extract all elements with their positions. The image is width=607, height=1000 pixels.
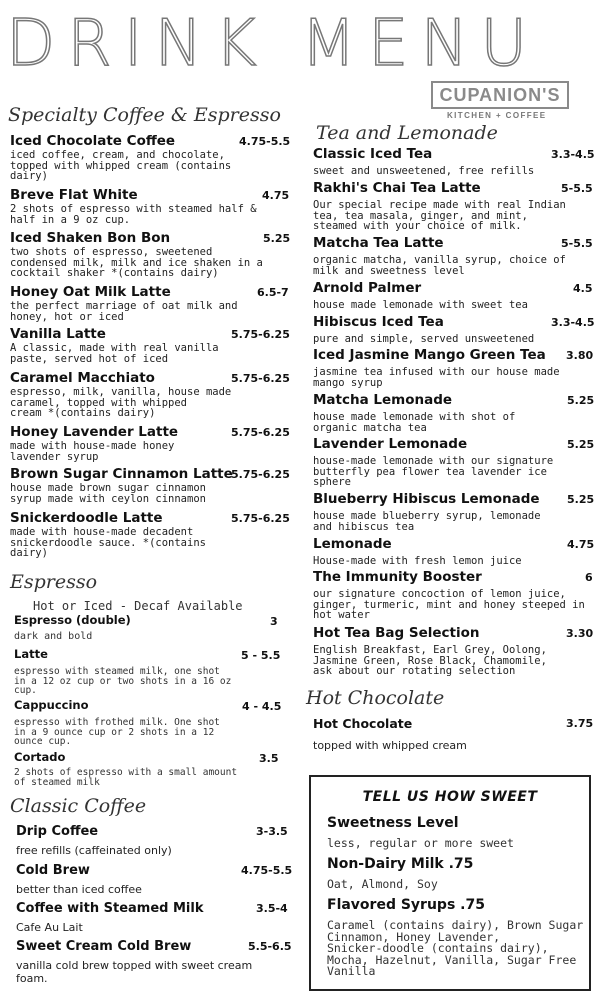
- item-name: Classic Iced Tea: [313, 146, 433, 162]
- item-description: jasmine tea infused with our house made mango syrup: [313, 366, 560, 389]
- item-name: Iced Chocolate Coffee: [10, 133, 176, 149]
- item-name: Arnold Palmer: [313, 280, 422, 296]
- item-name: Caramel Macchiato: [10, 370, 155, 386]
- menu-item: [16, 900, 296, 934]
- item-price: 6.5-7: [257, 286, 289, 299]
- item-description: English Breakfast, Earl Grey, Oolong, Jasmine Green, Rose Black, Chamomile, ask about our rotating selection: [313, 644, 547, 677]
- option-group-name: Non-Dairy Milk .75: [327, 856, 474, 872]
- item-description: espresso with steamed milk, one shot in a 12 oz cup or two shots in a 16 oz cup.: [14, 666, 232, 696]
- section-heading-tea: Tea and Lemonade: [316, 122, 498, 144]
- menu-item: [313, 392, 593, 433]
- item-name: Espresso (double): [14, 613, 131, 627]
- item-description: two shots of espresso, sweetened condensed milk, milk and ice shaken in a cocktail shaker *(contains dairy): [10, 246, 263, 279]
- item-price: 5 - 5.5: [241, 649, 281, 662]
- item-description: house made blueberry syrup, lemonade and hibiscus tea: [313, 510, 541, 533]
- item-description: 2 shots of espresso with steamed half & half in a 9 oz cup.: [10, 203, 257, 226]
- menu-item: [10, 230, 290, 279]
- menu-item: [10, 326, 290, 364]
- item-price: 3.75: [566, 717, 594, 730]
- item-price: 3.80: [566, 349, 594, 362]
- item-price: 3.3-4.5: [551, 148, 595, 161]
- item-description: better than iced coffee: [16, 883, 142, 896]
- menu-item: [14, 750, 294, 787]
- page-title: DRINK MENU: [6, 7, 540, 81]
- menu-item: [313, 180, 593, 232]
- item-description: organic matcha, vanilla syrup, choice of milk and sweetness level: [313, 254, 566, 277]
- item-description: Cafe Au Lait: [16, 921, 83, 934]
- menu-item: [313, 314, 593, 345]
- item-price: 3.5-4: [256, 902, 288, 915]
- menu-item: [313, 536, 593, 567]
- menu-item: [10, 133, 290, 182]
- menu-item: [313, 235, 593, 276]
- brand-tagline: KITCHEN + COFFEE: [447, 111, 547, 120]
- item-price: 4.75-5.5: [241, 864, 293, 877]
- item-description: 2 shots of espresso with a small amount of steamed milk: [14, 767, 238, 788]
- item-name: Coffee with Steamed Milk: [16, 901, 204, 916]
- item-description: A classic, made with real vanilla paste, served hot of iced: [10, 342, 219, 365]
- menu-item: [10, 370, 290, 419]
- option-group-desc: less, regular or more sweet: [327, 836, 514, 850]
- section-heading-classic: Classic Coffee: [10, 795, 147, 817]
- item-price: 5.25: [567, 493, 595, 506]
- item-price: 3.30: [566, 627, 594, 640]
- item-name: Sweet Cream Cold Brew: [16, 939, 192, 954]
- item-name: Cappuccino: [14, 698, 89, 712]
- item-price: 6: [585, 571, 593, 584]
- item-description: sweet and unsweetened, free refills: [313, 165, 535, 177]
- espresso-subheading: Hot or Iced - Decaf Available: [33, 599, 243, 613]
- menu-item: [14, 647, 294, 696]
- item-description: made with house-made decadent snickerdoodle sauce. *(contains dairy): [10, 526, 206, 559]
- section-heading-specialty: Specialty Coffee & Espresso: [8, 104, 281, 126]
- option-group-desc: Caramel (contains dairy), Brown Sugar Cinnamon, Honey Lavender, Snicker-doodle (contains dairy), Mocha, Hazelnut, Vanilla, Sugar Free Vanilla: [327, 918, 584, 978]
- menu-item: [16, 938, 296, 985]
- option-group-name: Flavored Syrups .75: [327, 897, 485, 913]
- item-name: Snickerdoodle Latte: [10, 510, 163, 526]
- item-price: 5.25: [567, 438, 595, 451]
- menu-item: [16, 862, 296, 896]
- menu-item: [14, 613, 294, 642]
- item-name: Rakhi's Chai Tea Latte: [313, 180, 481, 196]
- item-name: Matcha Tea Latte: [313, 235, 444, 251]
- menu-item: [313, 569, 593, 621]
- brand-logo: CUPANION'S: [431, 81, 569, 109]
- item-description: espresso, milk, vanilla, house made caramel, topped with whipped cream *(contains dairy): [10, 386, 232, 419]
- item-price: 5.25: [567, 394, 595, 407]
- item-price: 3: [270, 615, 278, 628]
- item-name: Iced Shaken Bon Bon: [10, 230, 171, 246]
- item-description: iced coffee, cream, and chocolate, topped with whipped cream (contains dairy): [10, 149, 232, 182]
- item-description: the perfect marriage of oat milk and honey, hot or iced: [10, 300, 238, 323]
- item-price: 4.75: [567, 538, 595, 551]
- item-name: Drip Coffee: [16, 824, 99, 839]
- menu-item: [10, 187, 290, 225]
- item-name: Lavender Lemonade: [313, 436, 468, 452]
- menu-item: [10, 510, 290, 559]
- menu-item: [313, 280, 593, 311]
- menu-item: [14, 698, 294, 747]
- menu-item: [313, 491, 593, 532]
- item-name: Honey Oat Milk Latte: [10, 284, 171, 300]
- menu-item: [313, 146, 593, 177]
- item-name: Blueberry Hibiscus Lemonade: [313, 491, 540, 507]
- item-description: made with house-made honey lavender syrup: [10, 440, 175, 463]
- item-name: Lemonade: [313, 536, 392, 552]
- item-name: Latte: [14, 647, 48, 661]
- item-description: house made lemonade with sweet tea: [313, 299, 528, 311]
- item-name: Hot Chocolate: [313, 716, 413, 731]
- item-price: 4 - 4.5: [242, 700, 282, 713]
- item-price: 5.25: [263, 232, 291, 245]
- item-price: 3.3-4.5: [551, 316, 595, 329]
- menu-item: [313, 625, 593, 677]
- item-price: 5.75-6.25: [231, 426, 290, 439]
- item-description: vanilla cold brew topped with sweet cream foam.: [16, 959, 253, 985]
- item-price: 4.75: [262, 189, 290, 202]
- item-description: house made brown sugar cinnamon syrup made with ceylon cinnamon: [10, 482, 206, 505]
- menu-item: [313, 436, 593, 488]
- item-description: Our special recipe made with real Indian tea, tea masala, ginger, and mint, steamed with your choice of milk.: [313, 199, 566, 232]
- menu-item: [16, 823, 296, 857]
- item-description: pure and simple, served unsweetened: [313, 333, 535, 345]
- item-price: 3-3.5: [256, 825, 288, 838]
- item-name: Cortado: [14, 750, 66, 764]
- item-price: 5.75-6.25: [231, 512, 290, 525]
- item-name: Matcha Lemonade: [313, 392, 453, 408]
- item-price: 5-5.5: [561, 182, 593, 195]
- item-description: topped with whipped cream: [313, 739, 467, 752]
- item-price: 4.75-5.5: [239, 135, 291, 148]
- item-name: Honey Lavender Latte: [10, 424, 179, 440]
- item-description: our signature concoction of lemon juice, ginger, turmeric, mint and honey steeped in hot water: [313, 588, 585, 621]
- option-group-desc: Oat, Almond, Soy: [327, 877, 438, 891]
- item-name: Vanilla Latte: [10, 326, 106, 342]
- item-name: The Immunity Booster: [313, 569, 482, 585]
- item-description: free refills (caffeinated only): [16, 844, 172, 857]
- item-name: Breve Flat White: [10, 187, 138, 203]
- menu-item: [313, 715, 593, 752]
- item-description: house made lemonade with shot of organic matcha tea: [313, 411, 516, 434]
- item-description: House-made with fresh lemon juice: [313, 555, 522, 567]
- item-price: 5.75-6.25: [231, 372, 290, 385]
- box-title: TELL US HOW SWEET: [362, 789, 538, 805]
- item-price: 5.75-6.25: [231, 468, 290, 481]
- sweetness-options-box: [309, 775, 591, 991]
- menu-item: [10, 424, 290, 462]
- item-price: 5.75-6.25: [231, 328, 290, 341]
- menu-item: [10, 284, 290, 322]
- item-description: house-made lemonade with our signature butterfly pea flower tea lavender ice sphere: [313, 455, 554, 488]
- item-price: 4.5: [573, 282, 593, 295]
- section-heading-hot-chocolate: Hot Chocolate: [306, 687, 445, 709]
- menu-item: [313, 347, 593, 388]
- item-description: espresso with frothed milk. One shot in a 9 ounce cup or 2 shots in a 12 ounce cup.: [14, 717, 220, 747]
- menu-item: [10, 466, 290, 504]
- item-name: Hibiscus Iced Tea: [313, 314, 444, 330]
- item-description: dark and bold: [14, 631, 93, 642]
- section-heading-espresso: Espresso: [10, 571, 98, 593]
- item-name: Cold Brew: [16, 863, 90, 878]
- item-name: Iced Jasmine Mango Green Tea: [313, 347, 546, 363]
- item-name: Brown Sugar Cinnamon Latte: [10, 466, 233, 482]
- item-price: 5.5-6.5: [248, 940, 292, 953]
- item-price: 3.5: [259, 752, 279, 765]
- item-name: Hot Tea Bag Selection: [313, 625, 480, 641]
- item-price: 5-5.5: [561, 237, 593, 250]
- option-group-name: Sweetness Level: [327, 815, 459, 831]
